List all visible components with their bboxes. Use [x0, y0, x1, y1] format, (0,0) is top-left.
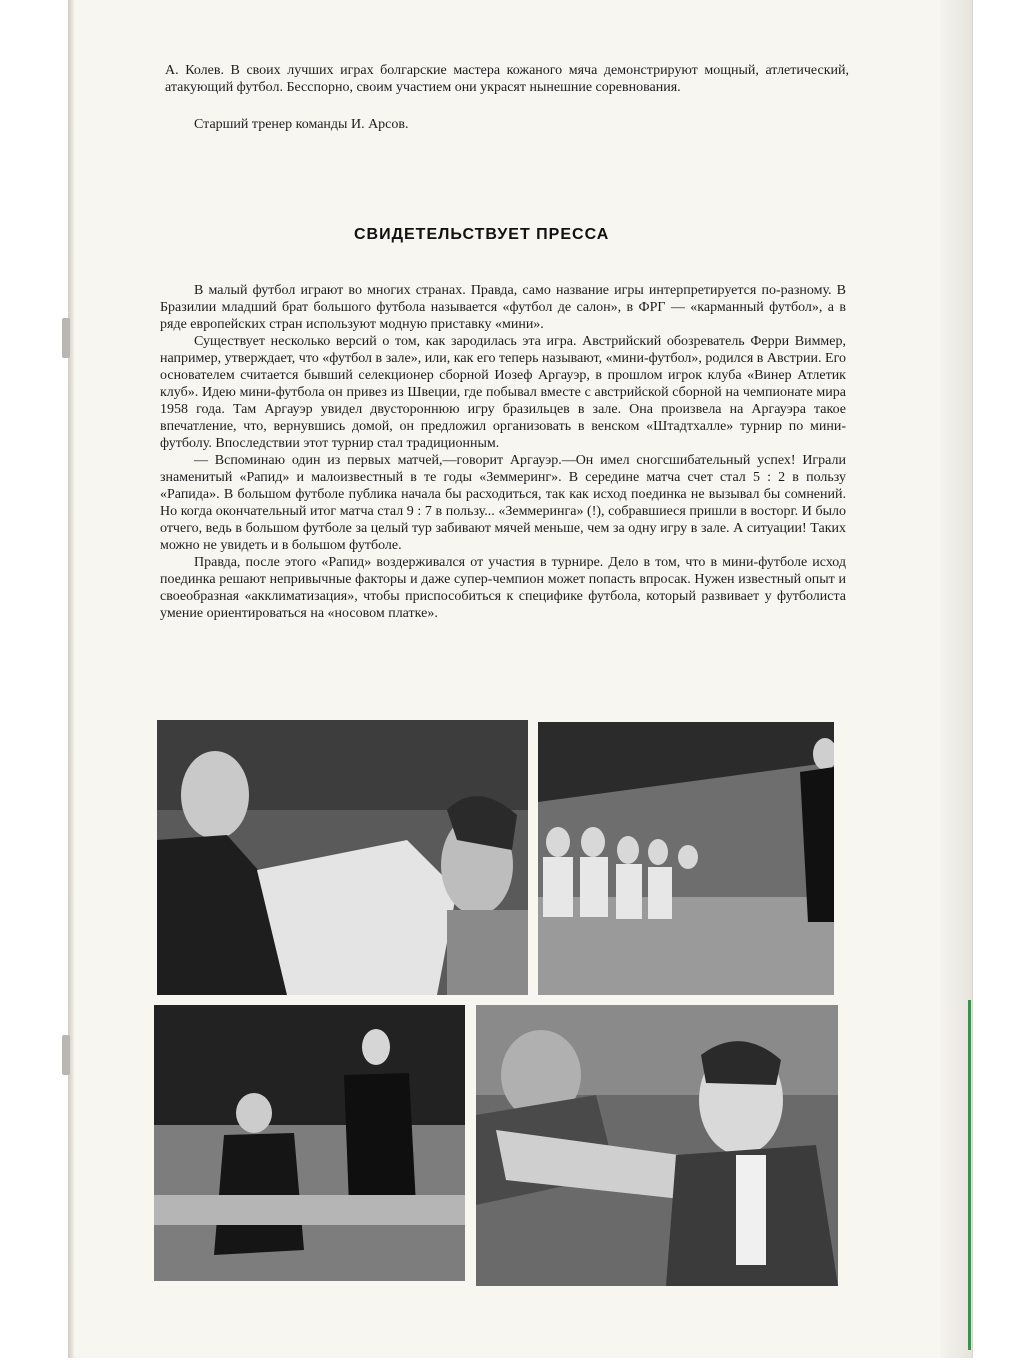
article-paragraph: В малый футбол играют во многих странах. Правда, само название игры интерпретируется по-разному. В Бразилии младший брат большого футбола называется «футбол де салон», в ФРГ — «карманный футбол», а в ряде европейских стран используют модную приставку «мини».	[160, 283, 846, 332]
watermark-logo	[706, 915, 826, 1295]
page-spine	[68, 0, 74, 1358]
staple-top	[62, 318, 70, 358]
photo-coach-and-player	[157, 720, 528, 995]
article-paragraph: Правда, после этого «Рапид» воздерживался от участия в турнире. Дело в том, что в мини-футболе исход поединка решают непривычные факторы и даже супер-чемпион может попасть впросак. Нужен известный опыт и своеобразная «акклиматизация», чтобы приспособиться к специфике футбола, который развивает у футболиста умение ориентироваться на «носовом платке».	[160, 555, 846, 621]
article-paragraph: — Вспоминаю один из первых матчей,—говорит Аргауэр.—Он имел сногсшибательный успех! Играли знаменитый «Рапид» и малоизвестный в те годы «Земмеринг». В середине матча счет стал 5 : 2 в пользу «Рапида». В большом футболе публика начала бы расходиться, так как исход поединка не вызывал бы сомнений. Но когда окончательный итог матча стал 9 : 7 в пользу... «Земмеринга» (!), собравшиеся пришли в восторг. И было отчего, ведь в большом футболе за целый тур забивают мячей меньше, чем за одну игру в зале. А ситуации! Таких можно не увидеть и в большом футболе.	[160, 453, 846, 553]
cover-edge	[968, 1000, 971, 1350]
intro-paragraph: А. Колев. В своих лучших играх болгарские мастера кожаного мяча демонстрируют мощный, атлетический, атакующий футбол. Бесспорно, своим участием они украсят нынешние соревнования.	[165, 63, 849, 95]
intro-signature: Старший тренер команды И. Арсов.	[194, 117, 409, 132]
staple-bottom	[62, 1035, 70, 1075]
photo-courtside-coach	[154, 1005, 465, 1281]
article-title: СВИДЕТЕЛЬСТВУЕТ ПРЕССА	[354, 226, 610, 243]
article-body	[160, 282, 846, 622]
article-paragraph: Существует несколько версий о том, как зародилась эта игра. Австрийский обозреватель Ферри Виммер, например, утверждает, что «футбол в зале», или, как его теперь называют, «мини-футбол», родился в Австрии. Его основателем считается бывший селекционер сборной Иозеф Аргауэр, в прошлом игрок клуба «Винер Атлетик клуб». Идею мини-футбола он привез из Швеции, где побывал вместе с австрийской сборной на чемпионате мира 1958 года. Там Аргауэр увидел двустороннюю игру бразильцев в зале. Она произвела на Аргауэра такое впечатление, что, вернувшись домой, он предложил организовать в венском «Штадтхалле» турнир по мини-футболу. Впоследствии этот турнир стал традиционным.	[160, 334, 846, 451]
